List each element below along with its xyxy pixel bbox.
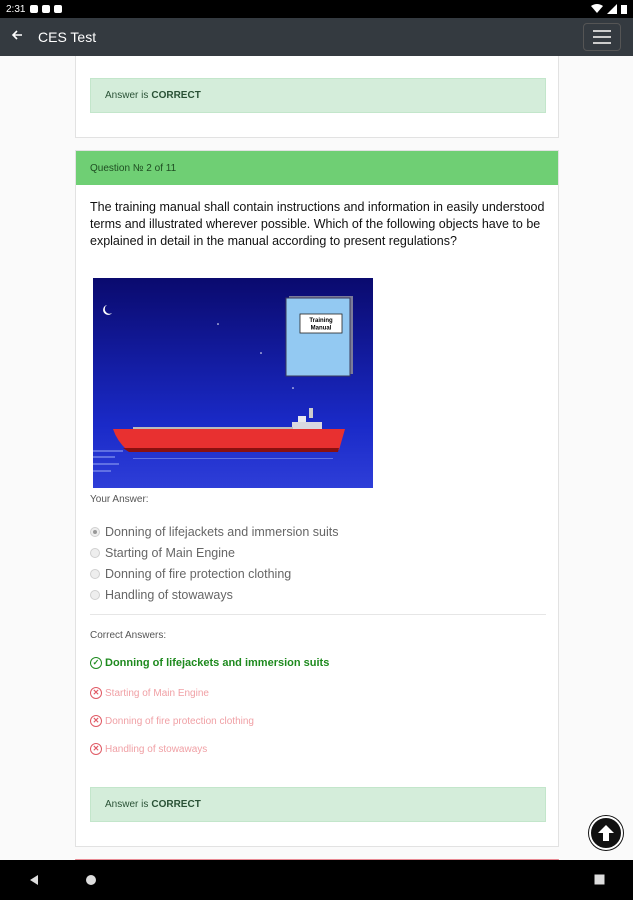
nav-home-icon[interactable] — [85, 874, 97, 886]
arrow-left-icon — [11, 29, 23, 41]
question-illustration — [93, 278, 373, 488]
book-label-line2: Manual — [310, 325, 332, 332]
notification-icon — [42, 5, 50, 13]
content-scroll[interactable] — [0, 56, 633, 860]
scroll-to-top-button[interactable] — [589, 816, 623, 850]
clock: 2:31 — [6, 3, 26, 15]
nav-recents-icon[interactable] — [594, 874, 605, 885]
page-title: CES Test — [38, 29, 97, 45]
result-prefix: Answer is — [105, 799, 149, 810]
wrong-answer-item — [90, 743, 207, 755]
question-text: The training manual shall contain instructions and information in easily understood terms and illustrated wherever possible. Which of the following objects have to be explained in detail in the manual according to present regulations? — [90, 200, 545, 248]
x-circle-icon: ✕ — [90, 687, 102, 699]
radio-selected[interactable] — [90, 527, 100, 537]
wrong-answer-label: Handling of stowaways — [105, 743, 208, 755]
wrong-answer-item — [90, 715, 254, 727]
answer-options — [90, 521, 338, 605]
signal-icon — [607, 4, 617, 14]
android-nav-bar — [0, 860, 633, 900]
option-main-engine[interactable] — [90, 542, 338, 563]
correct-answer-item — [90, 657, 329, 669]
option-label: Donning of lifejackets and immersion suits — [105, 524, 339, 539]
option-stowaways[interactable] — [90, 584, 338, 605]
option-lifejackets[interactable] — [90, 521, 338, 542]
wifi-icon — [591, 4, 603, 14]
notification-icon — [54, 5, 62, 13]
wrong-answer-label: Donning of fire protection clothing — [105, 715, 254, 727]
option-fire-protection[interactable] — [90, 563, 338, 584]
result-value: CORRECT — [151, 90, 201, 101]
correct-answer-label: Donning of lifejackets and immersion suits — [105, 657, 330, 669]
option-label: Donning of fire protection clothing — [105, 566, 292, 581]
your-answer-label: Your Answer: — [90, 494, 149, 505]
result-alert — [90, 787, 546, 822]
book-label-line1: Training — [309, 318, 333, 324]
status-bar — [0, 0, 633, 18]
question-card — [75, 150, 559, 847]
notification-icon — [30, 5, 38, 13]
radio-unselected[interactable] — [90, 548, 100, 558]
hamburger-icon — [593, 30, 611, 32]
nav-back-icon[interactable] — [28, 874, 40, 886]
result-alert — [90, 78, 546, 113]
wrong-answer-label: Starting of Main Engine — [105, 687, 209, 699]
back-button[interactable] — [0, 28, 34, 46]
option-label: Handling of stowaways — [105, 587, 233, 602]
correct-answers-label: Correct Answers: — [90, 630, 167, 641]
x-circle-icon: ✕ — [90, 715, 102, 727]
menu-button[interactable] — [583, 23, 621, 51]
radio-unselected[interactable] — [90, 569, 100, 579]
wrong-answer-item — [90, 687, 209, 699]
radio-unselected[interactable] — [90, 590, 100, 600]
app-bar — [0, 18, 633, 56]
option-label: Starting of Main Engine — [105, 545, 235, 560]
training-manual-book — [286, 296, 353, 376]
arrow-up-icon — [595, 822, 617, 844]
battery-icon — [621, 4, 627, 14]
question-header: Question № 2 of 11 — [76, 151, 558, 185]
check-circle-icon: ✓ — [90, 657, 102, 669]
x-circle-icon: ✕ — [90, 743, 102, 755]
divider — [90, 614, 546, 615]
previous-question-card — [75, 56, 559, 138]
result-prefix: Answer is — [105, 90, 149, 101]
result-value: CORRECT — [151, 799, 201, 810]
